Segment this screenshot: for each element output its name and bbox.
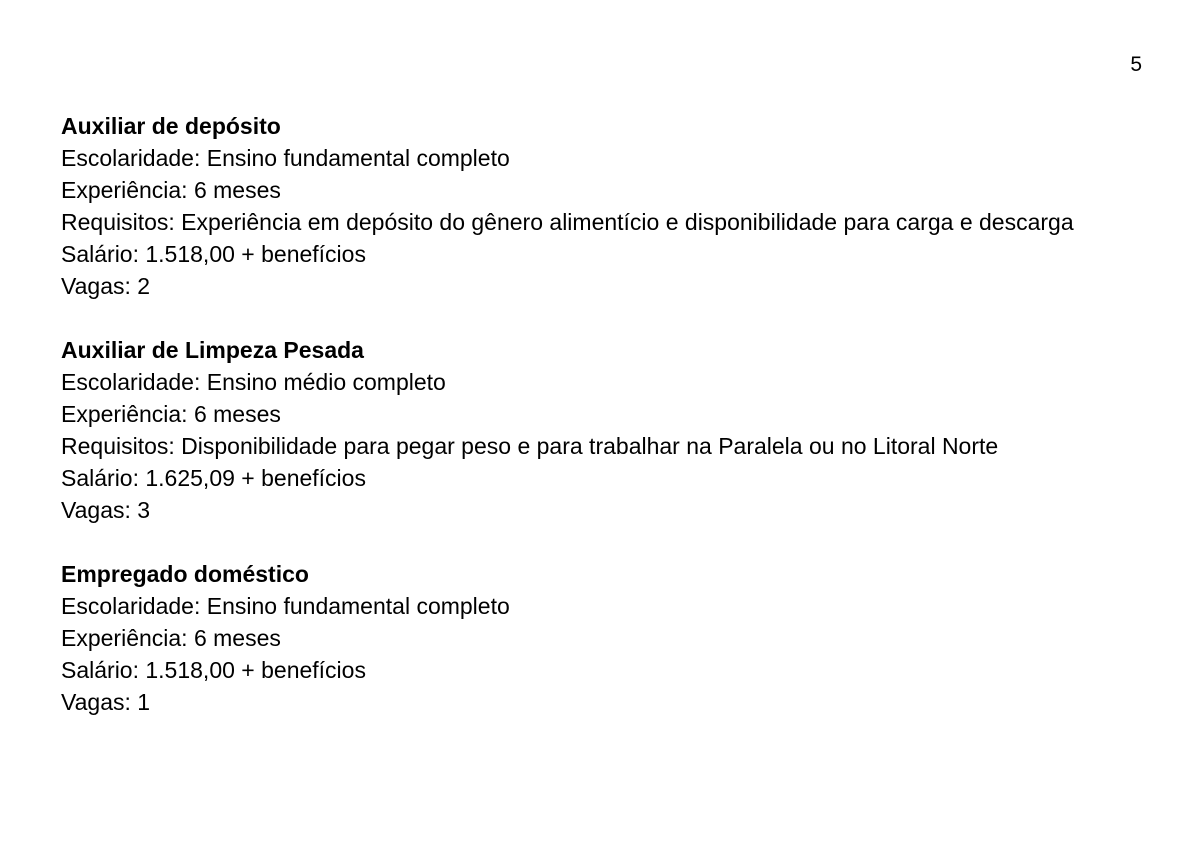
job-requirements: Requisitos: Experiência em depósito do gênero alimentício e disponibilidade para carga e descarga [61, 209, 1074, 235]
job-listing-auxiliar-deposito [61, 110, 1161, 302]
job-education: Escolaridade: Ensino médio completo [61, 369, 446, 395]
job-education: Escolaridade: Ensino fundamental completo [61, 145, 510, 171]
job-salary: Salário: 1.625,09 + benefícios [61, 465, 366, 491]
job-title: Auxiliar de depósito [61, 113, 281, 139]
job-experience: Experiência: 6 meses [61, 625, 281, 651]
job-education: Escolaridade: Ensino fundamental completo [61, 593, 510, 619]
job-salary: Salário: 1.518,00 + benefícios [61, 657, 366, 683]
job-listings [61, 110, 1161, 750]
job-title: Empregado doméstico [61, 561, 309, 587]
job-listing-auxiliar-limpeza-pesada [61, 334, 1161, 526]
job-experience: Experiência: 6 meses [61, 401, 281, 427]
job-salary: Salário: 1.518,00 + benefícios [61, 241, 366, 267]
job-openings: Vagas: 2 [61, 273, 151, 299]
job-openings: Vagas: 3 [61, 497, 151, 523]
job-openings: Vagas: 1 [61, 689, 151, 715]
job-experience: Experiência: 6 meses [61, 177, 281, 203]
job-requirements: Requisitos: Disponibilidade para pegar peso e para trabalhar na Paralela ou no Litoral Norte [61, 433, 999, 459]
job-title: Auxiliar de Limpeza Pesada [61, 337, 364, 363]
page-number: 5 [1130, 53, 1142, 76]
job-listing-empregado-domestico [61, 558, 1161, 718]
